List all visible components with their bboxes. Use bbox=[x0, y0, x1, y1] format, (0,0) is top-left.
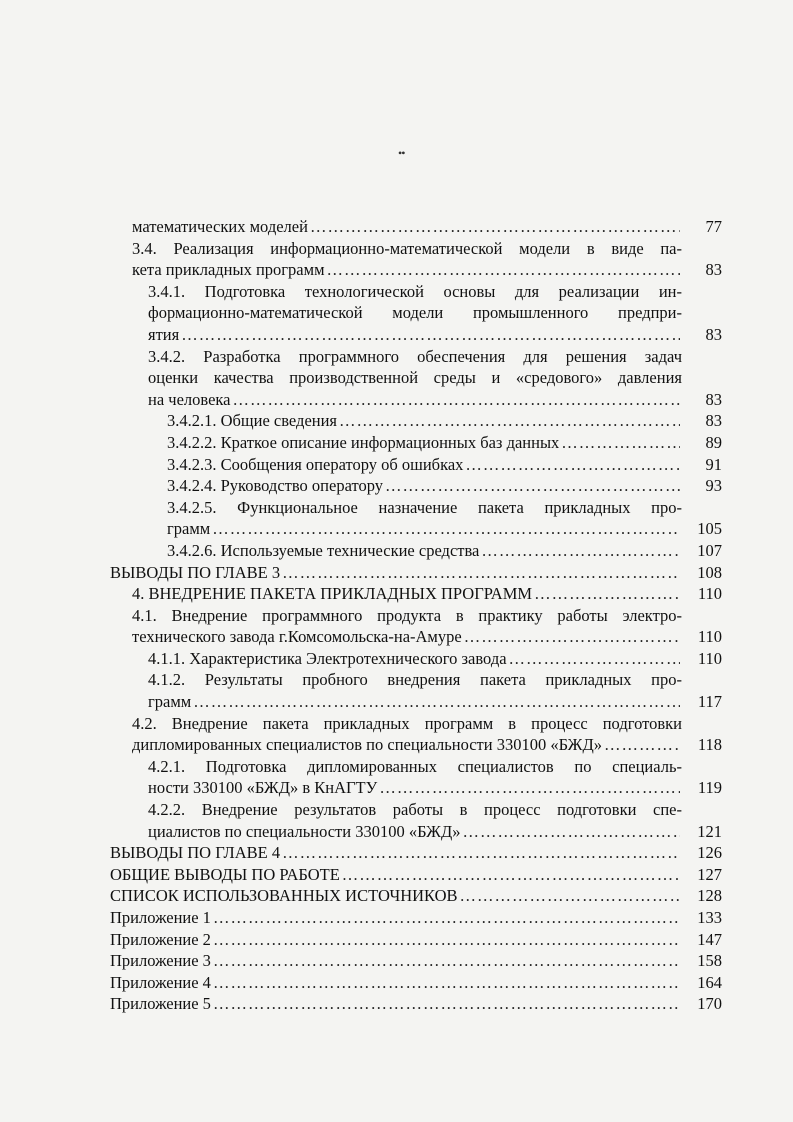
toc-entry-title: ности 330100 «БЖД» в КнАГТУ bbox=[148, 778, 378, 798]
page-number: 108 bbox=[697, 562, 722, 582]
page-number: 91 bbox=[705, 454, 722, 474]
dot-leader bbox=[561, 432, 680, 454]
toc-entry-title: Приложение 2 bbox=[110, 929, 211, 949]
toc-entry bbox=[110, 885, 722, 907]
dot-leader bbox=[310, 216, 680, 238]
page-number: 83 bbox=[705, 324, 722, 344]
page-number: 83 bbox=[705, 389, 722, 409]
toc-entry-title: 3.4.2.1. Общие сведения bbox=[167, 411, 338, 431]
toc-entry bbox=[110, 583, 722, 605]
dot-leader bbox=[282, 562, 680, 584]
toc-entry bbox=[110, 799, 722, 842]
toc-entry-title: Приложение 5 bbox=[110, 994, 211, 1014]
page-number: 110 bbox=[697, 584, 722, 604]
toc-entry-last-line bbox=[132, 734, 722, 756]
toc-entry bbox=[110, 454, 722, 476]
dot-leader bbox=[385, 475, 680, 497]
page-number: 133 bbox=[697, 908, 722, 927]
toc-entry-title: Приложение 4 bbox=[110, 972, 211, 992]
toc-entry-title: грамм bbox=[167, 519, 211, 539]
toc-entry-last-line bbox=[148, 389, 722, 411]
toc-entry bbox=[110, 669, 722, 712]
toc-entry-text-line: 4.2. Внедрение пакета прикладных программ в процесс подготовки bbox=[132, 713, 682, 733]
toc-entry-title: кета прикладных программ bbox=[132, 260, 325, 280]
toc-entry-last-line bbox=[167, 475, 722, 497]
toc-entry-last-line bbox=[110, 950, 722, 972]
dot-leader bbox=[509, 648, 680, 670]
toc-entry-last-line bbox=[110, 842, 722, 864]
toc-entry bbox=[110, 648, 722, 670]
page-number: 128 bbox=[697, 886, 722, 906]
page-number: 121 bbox=[697, 821, 722, 841]
toc-entry-last-line bbox=[132, 259, 722, 281]
toc-entry-text-line: 4.1.2. Результаты пробного внедрения пакета прикладных про- bbox=[148, 670, 682, 690]
toc-entry bbox=[110, 864, 722, 886]
toc-entry-title: ВЫВОДЫ ПО ГЛАВЕ 3 bbox=[110, 562, 281, 582]
toc-entry-text-line: оценки качества производственной среды и «средового» давления bbox=[148, 368, 682, 388]
toc-entry-last-line bbox=[167, 410, 722, 432]
toc-entry-title: 3.4.2.6. Используемые технические средства bbox=[167, 540, 480, 560]
dot-leader bbox=[342, 864, 680, 886]
toc-entry bbox=[110, 562, 722, 584]
page-number: 170 bbox=[697, 994, 722, 1014]
dot-leader bbox=[282, 842, 680, 864]
dot-leader bbox=[481, 540, 680, 562]
toc-entry-last-line bbox=[148, 324, 722, 346]
toc-entry bbox=[110, 410, 722, 432]
dot-leader bbox=[534, 583, 680, 605]
toc-entry-last-line bbox=[148, 691, 722, 713]
toc-entry-text-line: 4.1. Внедрение программного продукта в практику работы электро- bbox=[132, 605, 682, 625]
toc-entry-text-line: 4.2.2. Внедрение результатов работы в процесс подготовки спе- bbox=[148, 800, 682, 820]
dot-leader bbox=[604, 734, 680, 756]
toc-entry-last-line bbox=[132, 583, 722, 605]
toc-entry-title: 3.4.2.3. Сообщения оператору об ошибках bbox=[167, 454, 464, 474]
dot-leader bbox=[213, 950, 680, 972]
toc-entry-last-line bbox=[110, 972, 722, 994]
dot-leader bbox=[233, 389, 681, 411]
toc-entry-title: СПИСОК ИСПОЛЬЗОВАННЫХ ИСТОЧНИКОВ bbox=[110, 886, 458, 906]
toc-entry-title: циалистов по специальности 330100 «БЖД» bbox=[148, 821, 461, 841]
toc-entry-title: 3.4.2.2. Краткое описание информационных баз данных bbox=[167, 432, 560, 452]
dot-leader bbox=[213, 993, 680, 1015]
dot-leader bbox=[464, 626, 680, 648]
toc-entry bbox=[110, 475, 722, 497]
toc-entry-last-line bbox=[110, 907, 722, 929]
dot-leader bbox=[193, 691, 680, 713]
toc-entry-last-line bbox=[167, 432, 722, 454]
page-number: 118 bbox=[697, 735, 722, 755]
table-of-contents bbox=[110, 216, 722, 1015]
page-number: 147 bbox=[697, 929, 722, 949]
toc-entry bbox=[110, 842, 722, 864]
dot-leader bbox=[213, 929, 680, 951]
dot-leader bbox=[213, 972, 680, 994]
dot-leader bbox=[212, 518, 680, 540]
toc-entry bbox=[110, 756, 722, 799]
dot-leader bbox=[181, 324, 680, 346]
page-number: 158 bbox=[697, 951, 722, 971]
page-number: 77 bbox=[705, 217, 722, 236]
toc-entry bbox=[110, 216, 722, 238]
toc-entry-last-line bbox=[132, 216, 722, 238]
toc-entry-text-line: 4.2.1. Подготовка дипломированных специалистов по специаль- bbox=[148, 756, 682, 776]
toc-entry-text-line: 3.4.2.5. Функциональное назначение пакета прикладных про- bbox=[167, 497, 682, 517]
page-number: 83 bbox=[705, 411, 722, 431]
toc-entry bbox=[110, 281, 722, 346]
toc-entry-title: 4.1.1. Характеристика Электротехнического завода bbox=[148, 648, 507, 668]
toc-entry-text-line: формационно-математической модели промышленного предпри- bbox=[148, 303, 682, 323]
dot-leader bbox=[213, 907, 680, 929]
toc-entry-last-line bbox=[148, 821, 722, 843]
toc-entry bbox=[110, 972, 722, 994]
toc-entry-title: грамм bbox=[148, 692, 192, 712]
toc-entry bbox=[110, 929, 722, 951]
page-number: 164 bbox=[697, 972, 722, 992]
toc-entry-last-line bbox=[148, 648, 722, 670]
toc-entry bbox=[110, 950, 722, 972]
toc-entry-title: ОБЩИЕ ВЫВОДЫ ПО РАБОТЕ bbox=[110, 864, 340, 884]
page-number: 83 bbox=[705, 260, 722, 280]
page-number: 107 bbox=[697, 540, 722, 560]
toc-entry-text-line: 3.4.1. Подготовка технологической основы для реализации ин- bbox=[148, 281, 682, 301]
toc-entry-title: 4. ВНЕДРЕНИЕ ПАКЕТА ПРИКЛАДНЫХ ПРОГРАММ bbox=[132, 584, 533, 604]
toc-entry-title: дипломированных специалистов по специальности 330100 «БЖД» bbox=[132, 735, 602, 755]
page-number: 126 bbox=[697, 843, 722, 863]
toc-entry bbox=[110, 907, 722, 929]
page-number: 93 bbox=[705, 476, 722, 496]
toc-entry-title: Приложение 1 bbox=[110, 908, 211, 927]
toc-entry-last-line bbox=[132, 626, 722, 648]
toc-entry bbox=[110, 993, 722, 1015]
dot-leader bbox=[465, 454, 680, 476]
toc-entry bbox=[110, 238, 722, 281]
toc-entry-title: 3.4.2.4. Руководство оператору bbox=[167, 476, 383, 496]
dot-leader bbox=[339, 410, 680, 432]
toc-entry-last-line bbox=[110, 864, 722, 886]
page-number: 105 bbox=[697, 519, 722, 539]
toc-entry-last-line bbox=[167, 454, 722, 476]
toc-entry bbox=[110, 432, 722, 454]
toc-entry-title: на человека bbox=[148, 389, 231, 409]
dot-leader bbox=[379, 777, 680, 799]
dot-leader bbox=[462, 821, 680, 843]
toc-entry bbox=[110, 497, 722, 540]
toc-entry-last-line bbox=[110, 562, 722, 584]
toc-entry-last-line bbox=[167, 518, 722, 540]
top-mark: •• bbox=[398, 146, 405, 160]
toc-entry bbox=[110, 713, 722, 756]
toc-entry-title: ятия bbox=[148, 324, 180, 344]
toc-entry bbox=[110, 605, 722, 648]
toc-entry bbox=[110, 540, 722, 562]
page-number: 110 bbox=[697, 648, 722, 668]
page-number: 89 bbox=[705, 432, 722, 452]
toc-entry-last-line bbox=[110, 993, 722, 1015]
toc-entry bbox=[110, 346, 722, 411]
page-number: 110 bbox=[697, 627, 722, 647]
toc-entry-title: Приложение 3 bbox=[110, 951, 211, 971]
toc-entry-title: технического завода г.Комсомольска-на-Амуре bbox=[132, 627, 462, 647]
toc-entry-last-line bbox=[167, 540, 722, 562]
dot-leader bbox=[327, 259, 680, 281]
toc-entry-title: ВЫВОДЫ ПО ГЛАВЕ 4 bbox=[110, 843, 281, 863]
toc-entry-last-line bbox=[110, 885, 722, 907]
toc-entry-title: математических моделей bbox=[132, 217, 308, 236]
toc-entry-last-line bbox=[110, 929, 722, 951]
page-number: 127 bbox=[697, 864, 722, 884]
toc-entry-text-line: 3.4. Реализация информационно-математической модели в виде па- bbox=[132, 238, 682, 258]
page-number: 117 bbox=[697, 692, 722, 712]
toc-entry-text-line: 3.4.2. Разработка программного обеспечения для решения задач bbox=[148, 346, 682, 366]
toc-entry-last-line bbox=[148, 777, 722, 799]
dot-leader bbox=[460, 885, 680, 907]
page-number: 119 bbox=[697, 778, 722, 798]
